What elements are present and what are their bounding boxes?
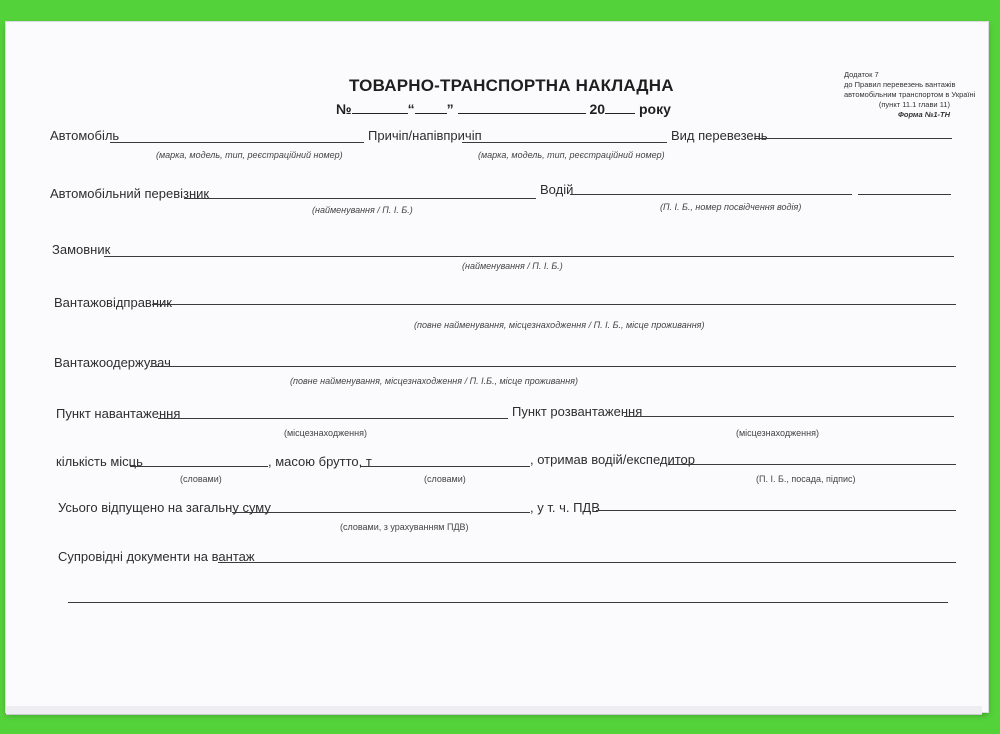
places-count-hint: (словами) [180, 474, 222, 484]
annex-line-3: автомобільним транспортом в Україні [844, 90, 976, 99]
customer-label: Замовник [52, 242, 111, 257]
total-released-field[interactable] [232, 512, 530, 513]
total-released-hint: (словами, з урахуванням ПДВ) [340, 522, 469, 532]
year-prefix: 20 [589, 101, 606, 117]
accompanying-docs-field-2[interactable] [68, 602, 948, 603]
loading-point-hint: (місцезнаходження) [284, 428, 367, 438]
annex-note [800, 70, 976, 120]
received-by-field[interactable] [668, 464, 956, 465]
loading-point-label: Пункт навантаження [56, 406, 181, 421]
vat-label: , у т. ч. ПДВ [530, 500, 600, 515]
year-field[interactable] [605, 100, 635, 114]
driver-field-extra[interactable] [858, 194, 951, 195]
trailer-label: Причіп/напівпричіп [368, 128, 482, 143]
gross-weight-hint: (словами) [424, 474, 466, 484]
places-count-label: кількість місць [56, 454, 143, 469]
vehicle-hint: (марка, модель, тип, реєстраційний номер) [156, 150, 343, 160]
gross-weight-label: , масою брутто, т [268, 454, 372, 469]
carrier-field[interactable] [184, 198, 536, 199]
unloading-point-field[interactable] [624, 416, 954, 417]
unloading-point-label: Пункт розвантаження [512, 404, 643, 419]
carrier-label: Автомобільний перевізник [50, 186, 210, 201]
gross-weight-field[interactable] [360, 466, 530, 467]
driver-label: Водій [540, 182, 574, 197]
number-sign: № [336, 101, 352, 117]
shipper-hint: (повне найменування, місцезнаходження / П. І. Б., місце проживання) [414, 320, 705, 330]
transport-type-label: Вид перевезень [671, 128, 768, 143]
vehicle-label: Автомобіль [50, 128, 120, 143]
consignee-label: Вантажоодержувач [54, 355, 171, 370]
document-title: ТОВАРНО-ТРАНСПОРТНА НАКЛАДНА [349, 76, 674, 95]
shipper-field[interactable] [152, 304, 956, 305]
sheet-stack-edge [6, 706, 982, 715]
received-by-hint: (П. І. Б., посада, підпис) [756, 474, 856, 484]
form-number: Форма №1-ТН [898, 110, 950, 119]
trailer-hint: (марка, модель, тип, реєстраційний номер) [478, 150, 665, 160]
year-suffix: року [638, 101, 671, 117]
unloading-point-hint: (місцезнаходження) [736, 428, 819, 438]
quote-open: “ [407, 101, 415, 117]
month-field[interactable] [458, 100, 586, 114]
quote-close: ” [446, 101, 454, 117]
trailer-field[interactable] [462, 142, 667, 143]
driver-hint: (П. І. Б., номер посвідчення водія) [660, 202, 802, 212]
accompanying-docs-label: Супровідні документи на вантаж [58, 549, 255, 564]
customer-field[interactable] [104, 256, 954, 257]
vehicle-field[interactable] [110, 142, 364, 143]
total-released-label: Усього відпущено на загальну суму [58, 500, 271, 515]
loading-point-field[interactable] [158, 418, 508, 419]
consignee-hint: (повне найменування, місцезнаходження / П. І.Б., місце проживання) [290, 376, 578, 386]
driver-field[interactable] [570, 194, 852, 195]
number-date-line [336, 100, 671, 117]
customer-hint: (найменування / П. І. Б.) [462, 261, 563, 271]
number-field[interactable] [352, 100, 408, 114]
places-count-field[interactable] [130, 466, 268, 467]
annex-line-2: до Правил перевезень вантажів [844, 80, 956, 89]
annex-line-1: Додаток 7 [844, 70, 879, 79]
consignee-field[interactable] [150, 366, 956, 367]
transport-type-field[interactable] [754, 138, 952, 139]
vat-field[interactable] [596, 510, 956, 511]
accompanying-docs-field[interactable] [218, 562, 956, 563]
day-field[interactable] [415, 100, 447, 114]
shipper-label: Вантажовідправник [54, 295, 172, 310]
carrier-hint: (найменування / П. І. Б.) [312, 205, 413, 215]
annex-line-4: (пункт 11.1 глави 11) [878, 100, 950, 109]
received-by-label: , отримав водій/експедитор [530, 452, 696, 467]
